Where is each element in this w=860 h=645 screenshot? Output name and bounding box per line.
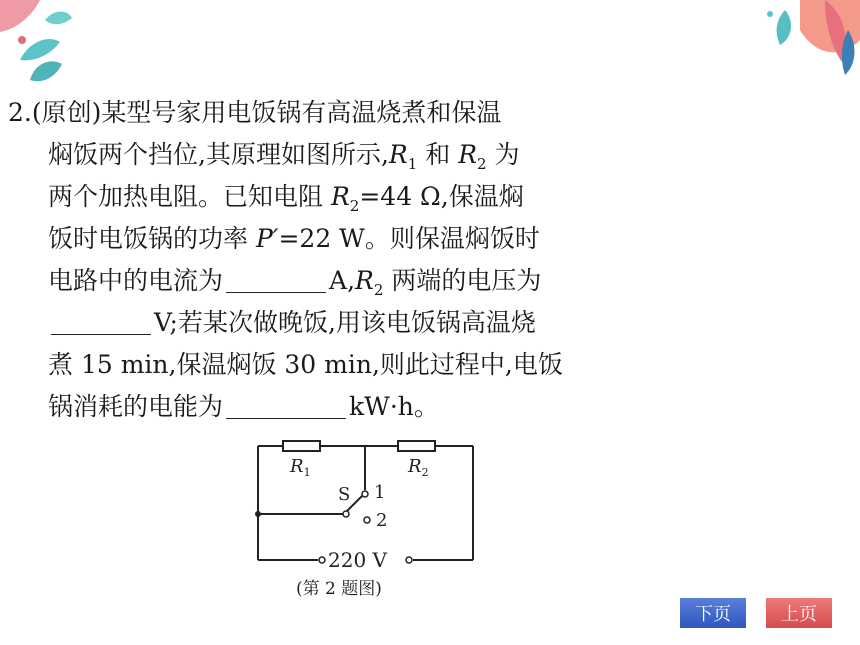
answer-blank-voltage[interactable] — [51, 306, 151, 335]
switch-position-1-label: 1 — [374, 482, 386, 503]
switch-contact-1 — [362, 491, 368, 497]
previous-page-button[interactable]: 上页 — [766, 598, 832, 628]
r2-label: $R_2$ — [408, 456, 429, 479]
question-line-5: 电路中的电流为 $A,R_2$ 两端的电压为 — [48, 266, 542, 299]
answer-blank-energy[interactable] — [226, 390, 346, 419]
question-line-8: 锅消耗的电能为 kW·h。 — [48, 392, 439, 421]
terminal-right — [406, 557, 412, 563]
terminal-left — [319, 557, 325, 563]
question-text — [8, 92, 628, 428]
switch-pivot — [343, 511, 349, 517]
question-line-3: 两个加热电阻。已知电阻 $R_2=44$ Ω,保温焖 — [48, 182, 524, 215]
voltage-label: 220 V — [328, 548, 387, 572]
floral-decoration-right — [730, 0, 860, 80]
question-line-7: 煮 15 min,保温焖饭 30 min,则此过程中,电饭 — [48, 350, 563, 379]
question-line-6: V;若某次做晚饭,用该电饭锅高温烧 — [8, 302, 628, 344]
question-line-2: 焖饭两个挡位,其原理如图所示$,R_1$ 和 $R_2$ 为 — [48, 140, 520, 173]
r1-label: $R_1$ — [290, 456, 311, 479]
resistor-r2 — [398, 441, 435, 451]
switch-position-2-label: 2 — [376, 510, 388, 531]
resistor-r1 — [283, 441, 320, 451]
floral-decoration-left — [0, 0, 90, 95]
question-line-1: 2.(原创)某型号家用电饭锅有高温烧煮和保温 — [8, 98, 502, 127]
next-page-button[interactable]: 下页 — [680, 598, 746, 628]
figure-caption: (第 2 题图) — [296, 579, 382, 599]
switch-label: S — [338, 484, 351, 505]
question-line-4: 饭时电饭锅的功率 P′=22 W。则保温焖饭时 — [48, 224, 540, 253]
switch-contact-2 — [364, 517, 370, 523]
answer-blank-current[interactable] — [226, 264, 326, 293]
